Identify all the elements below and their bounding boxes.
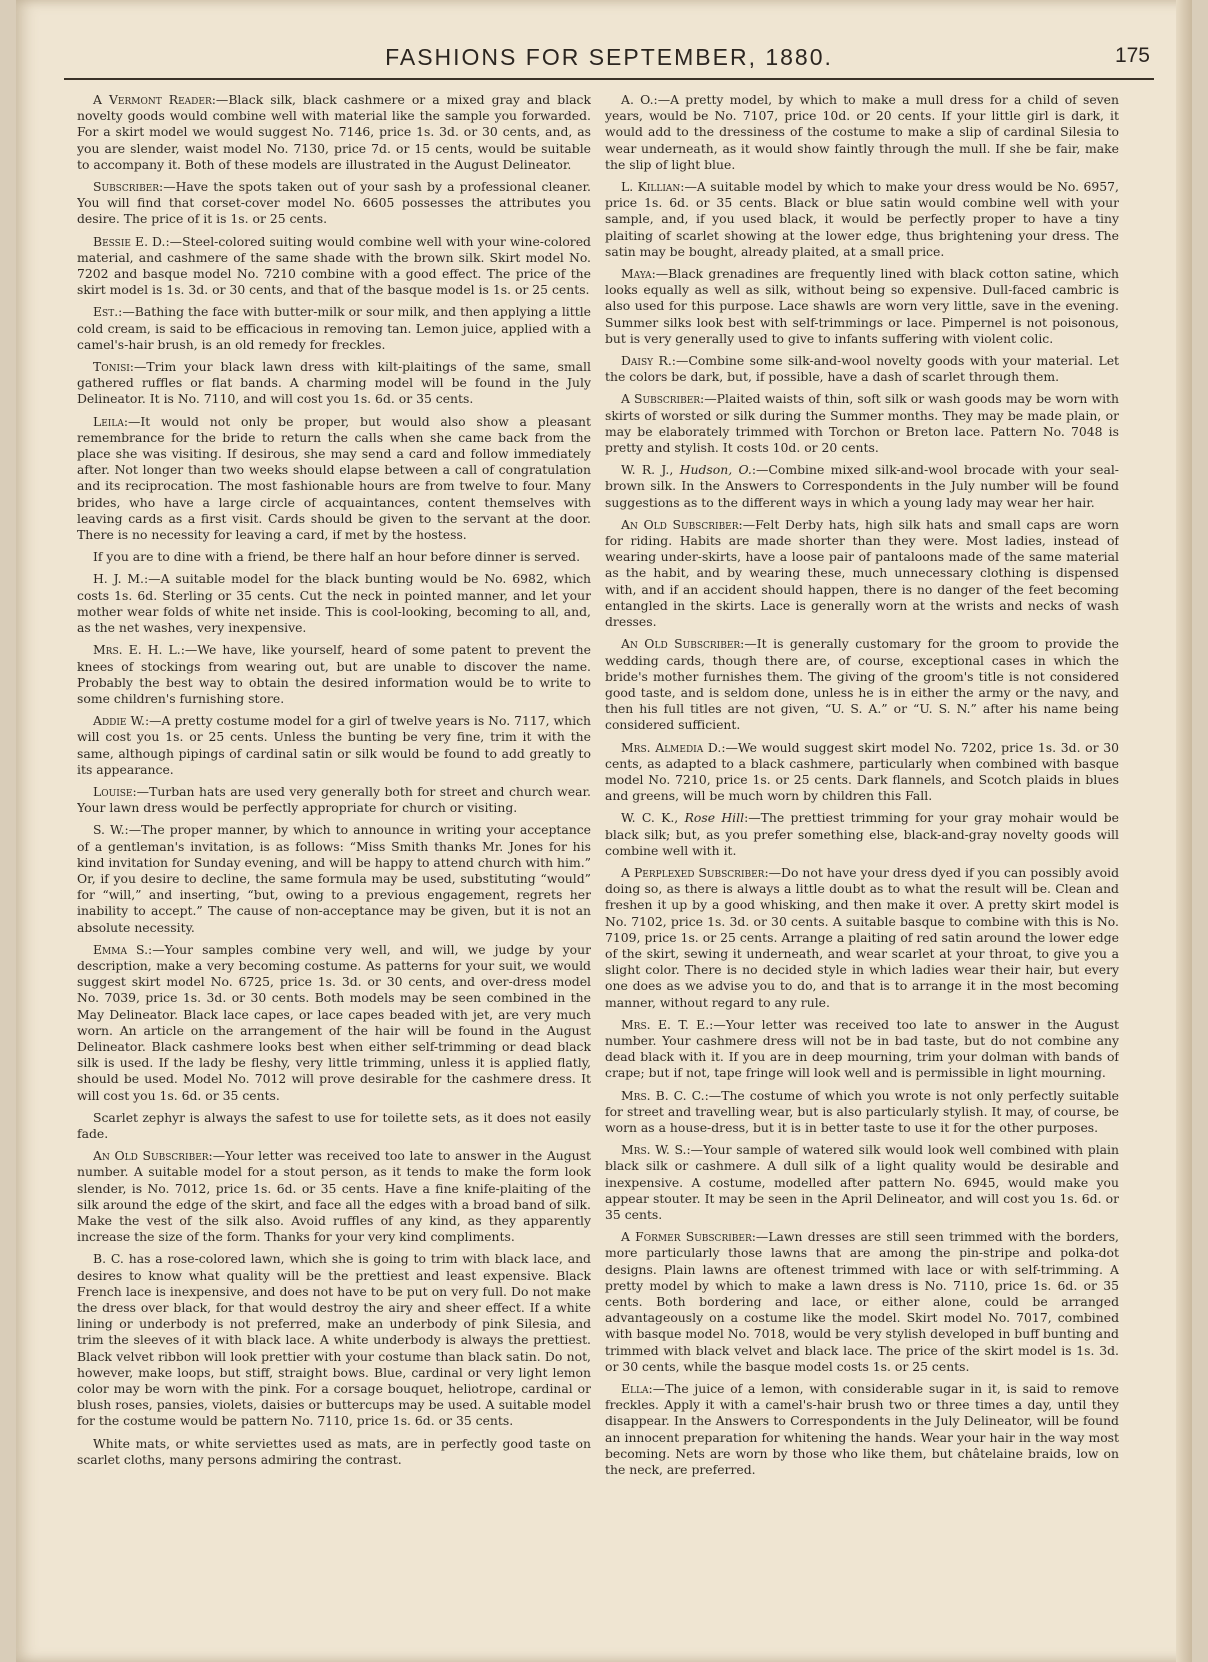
correspondence-entry xyxy=(605,391,1119,456)
answer-text: —It would not only be proper, but would also show a pleasant remembrance for the bride to return the calls when she came back from the place she was visiting. If desirous, she may send a card and follow immediately after. Not longer than two weeks should elapse between a call of congratulation and its reciprocation. The most fashionable hours are from twelve to four. Many brides, who have a large circle of acquaintances, content themselves with leaving cards as a first visit. Cards should be given to the servant at the door. There is no necessity for leaving a card, if met by the hostess. xyxy=(77,413,591,543)
correspondent-name: Leila: xyxy=(93,413,129,429)
correspondent-name: Mrs. E. T. E.: xyxy=(621,1016,714,1032)
correspondent-name: Daisy R.: xyxy=(621,353,676,369)
correspondent-name: Est.: xyxy=(93,304,123,320)
correspondence-entry xyxy=(605,1142,1119,1223)
correspondent-name: W. R. J., xyxy=(621,462,674,478)
correspondence-entry xyxy=(77,304,591,353)
answer-text: —Plaited waists of thin, soft silk or wash goods may be worn with skirts of worsted or silk during the Summer months. They may be made plain, or may be elaborately trimmed with Torchon or Breton lace. Pattern No. 7048 is pretty and stylish. It costs 10d. or 20 cents. xyxy=(605,391,1119,456)
correspondence-entry xyxy=(77,549,591,565)
correspondent-name: Mrs. B. C. C.: xyxy=(621,1087,709,1103)
answer-text: —We have, like yourself, heard of some patent to prevent the knees of stockings from wearing out, but are unable to discover the name. Probably the best way to obtain the desired information would be to write to some children's furnishing store. xyxy=(77,642,591,706)
answer-text: —Your letter was received too late to answer in the August number. A suitable model for a stout person, as it tends to make the form look slender, is No. 7012, price 1s. 6d. or 35 cents. Have a fine knife-plaiting of the silk around the edge of the skirt, and face all the edges with a broad band of silk. Make the vest of the silk also. Avoid ruffles of any kind, as they apparently increase the size of the form. Thanks for your very kind compliments. xyxy=(77,1148,591,1245)
correspondent-name: Emma S.: xyxy=(93,941,153,957)
correspondence-entry xyxy=(605,1229,1119,1375)
correspondent-name: An Old Subscriber: xyxy=(621,636,745,652)
correspondent-name: Mrs. W. S.: xyxy=(621,1142,691,1158)
correspondence-entry xyxy=(605,636,1119,733)
answer-text: —Felt Derby hats, high silk hats and small caps are worn for riding. Habits are made shorter than they were. Most ladies, instead of wearing under-skirts, have a loose pair of pantaloons made of the same material as the habit, and by wearing these, much unnecessary clothing is dispensed with, and if an accident should happen, there is no danger of the feet becoming entangled in the skirts. Lace is generally worn at the wrists and necks of wash dresses. xyxy=(605,516,1119,630)
answer-text: —Lawn dresses are still seen trimmed with the borders, more particularly those lawns that are among the pin-stripe and polka-dot designs. Plain lawns are oftenest trimmed with lace or with self-trimming. A pretty model by which to make a lawn dress is No. 7110, price 1s. 6d. or 35 cents. Both bordering and lace, or either alone, could be arranged advantageously on a costume like the model. Skirt model No. 7017, combined with basque model No. 7018, would be very stylish developed in buff bunting and trimmed with black velvet and black lace. The price of the skirt model is 1s. 3d. or 30 cents, while the basque model costs 1s. or 25 cents. xyxy=(605,1229,1119,1374)
correspondence-entry xyxy=(605,92,1119,173)
answer-text: B. C. has a rose-colored lawn, which she is going to trim with black lace, and desires to know what quality will be the prettiest and least expensive. Black French lace is inexpensive, and does not have to be put on very full. Do not make the dress over black, for that would destroy the airy and sheer effect. If a white lining or underbody is not preferred, make an underbody of pink Silesia, and trim the sleeves of it with black lace. A white underbody is always the prettiest. Black velvet ribbon will look prettier with your costume than black satin. Do not, however, make loops, but stiff, straight bows. Blue, cardinal or very light lemon color may be worn with the pink. For a corsage bouquet, heliotrope, cardinal or blush roses, pansies, violets, daisies or buttercups may be used. A suitable model for the costume would be pattern No. 7110, price 1s. 6d. or 35 cents. xyxy=(77,1251,591,1429)
correspondence-entry xyxy=(77,414,591,544)
correspondent-location: Rose Hill xyxy=(684,810,745,826)
correspondence-entry xyxy=(77,942,591,1104)
answer-text: —Have the spots taken out of your sash by a professional cleaner. You will find that corset-cover model No. 6605 possesses the attributes you desire. The price of it is 1s. or 25 cents. xyxy=(77,179,591,227)
answer-text: :—Combine mixed silk-and-wool brocade with your seal-brown silk. In the Answers to Correspondents in the July number will be found suggestions as to the different ways in which a young lady may wear her hair. xyxy=(605,462,1119,510)
correspondent-name: S. W.: xyxy=(93,822,129,838)
correspondence-entry xyxy=(77,92,591,173)
correspondence-entry xyxy=(605,353,1119,385)
correspondent-name: Mrs. E. H. L.: xyxy=(93,642,185,658)
page-edge xyxy=(1176,0,1192,1662)
answer-text: —Trim your black lawn dress with kilt-plaitings of the same, small gathered ruffles or flat bands. A charming model will be found in the July Delineator. It is No. 7110, and will cost you 1s. 6d. or 35 cents. xyxy=(77,359,591,407)
left-column xyxy=(77,92,591,1652)
answer-text: Scarlet zephyr is always the safest to use for toilette sets, as it does not easily fade. xyxy=(77,1109,591,1141)
answer-text: —The costume of which you wrote is not only perfectly suitable for street and travelling wear, but is also particularly stylish. It may, of course, be worn as a house-dress, but it is in better taste to use it for the other purposes. xyxy=(605,1087,1119,1135)
correspondent-name: A. O.: xyxy=(621,92,658,107)
correspondent-name: Mrs. Almedia D.: xyxy=(621,739,726,755)
correspondence-entry xyxy=(605,1381,1119,1478)
answer-text: —Black silk, black cashmere or a mixed gray and black novelty goods would combine well with material like the sample you forwarded. For a skirt model we would suggest No. 7146, price 1s. 3d. or 30 cents, and, as you are slender, waist model No. 7130, price 7d. or 15 cents, would be suitable to accompany it. Both of these models are illustrated in the August Delineator. xyxy=(77,92,591,172)
correspondence-entry xyxy=(77,179,591,228)
right-column xyxy=(605,92,1119,1652)
answer-text: —A suitable model for the black bunting would be No. 6982, which costs 1s. 6d. Sterling or 35 cents. Cut the neck in pointed manner, and let your mother wear folds of white net inside. This is cool-looking, becoming to all, and, as the net washes, very inexpensive. xyxy=(77,571,591,636)
correspondent-name: Maya: xyxy=(621,266,656,282)
correspondence-entry xyxy=(605,740,1119,805)
correspondence-entry xyxy=(77,784,591,816)
answer-text: —Bathing the face with butter-milk or sour milk, and then applying a little cold cream, is said to be efficacious in removing tan. Lemon juice, applied with a camel's-hair brush, is an old remedy for freckles. xyxy=(77,304,591,352)
answer-text: —A pretty model, by which to make a mull dress for a child of seven years, would be No. 7107, price 10d. or 20 cents. If your little girl is dark, it would add to the dressiness of the costume to make a slip of cardinal Silesia to wear underneath, as it would show faintly through the mull. If she be fair, make the slip of light blue. xyxy=(605,92,1119,172)
correspondence-entry xyxy=(77,713,591,778)
correspondent-location: Hudson, O. xyxy=(679,462,752,478)
correspondent-name: Subscriber: xyxy=(93,179,164,195)
correspondent-name: Louise: xyxy=(93,783,137,799)
correspondence-entry xyxy=(77,234,591,299)
correspondence-entry xyxy=(605,810,1119,859)
answer-text: —It is generally customary for the groom to provide the wedding cards, though there are, of course, exceptional cases in which the bride's mother furnishes them. The giving of the groom's title is not considered good taste, and is seldom done, unless he is in either the army or the navy, and then his full titles are not given, “U. S. A.” or “U. S. N.” after his name being considered sufficient. xyxy=(605,636,1119,733)
correspondence-entry xyxy=(77,1436,591,1468)
correspondent-name: Addie W.: xyxy=(93,713,150,729)
answer-text: :—The prettiest trimming for your gray mohair would be black silk; but, as you prefer something else, black-and-gray novelty goods will combine well with it. xyxy=(605,810,1119,858)
correspondent-name: A Perplexed Subscriber: xyxy=(621,864,769,880)
correspondent-name: A Vermont Reader: xyxy=(93,92,216,107)
correspondent-name: An Old Subscriber: xyxy=(621,516,743,532)
correspondence-entry xyxy=(77,642,591,707)
correspondent-name: Tonisi: xyxy=(93,359,134,375)
page-header xyxy=(64,42,1154,80)
correspondent-name: A Former Subscriber: xyxy=(621,1229,756,1245)
correspondent-name: Ella: xyxy=(621,1381,653,1397)
answer-text: —Steel-colored suiting would combine well with your wine-colored material, and cashmere of the same shade with the brown silk. Skirt model No. 7202 and basque model No. 7210 combine with a good effect. The price of the skirt model is 1s. 3d. or 30 cents, and that of the basque model is 1s. or 25 cents. xyxy=(77,233,591,298)
correspondence-entry xyxy=(77,822,591,935)
correspondence-entry xyxy=(605,1017,1119,1082)
answer-text: —Do not have your dress dyed if you can possibly avoid doing so, as there is always a little doubt as to what the result will be. Clean and freshen it up by a good whisking, and then make it over. A pretty skirt model is No. 7102, price 1s. 3d. or 30 cents. A suitable basque to combine with this is No. 7109, price 1s. or 25 cents. Arrange a plaiting of red satin around the lower edge of the skirt, sewing it underneath, and wear scarlet at your throat, to give you a slight color. There is no decided style in which ladies wear their hair, but every one does as we advise you to do, and that is to arrange it in the most becoming manner, without regard to any rule. xyxy=(605,864,1119,1010)
correspondence-entry xyxy=(605,517,1119,630)
correspondent-name: A Subscriber: xyxy=(621,391,705,407)
answer-text: White mats, or white serviettes used as mats, are in perfectly good taste on scarlet cloths, many persons admiring the contrast. xyxy=(77,1435,591,1467)
correspondence-entry xyxy=(77,1148,591,1245)
correspondence-entry xyxy=(605,1088,1119,1137)
correspondence-entry xyxy=(77,1251,591,1429)
answer-text: —Black grenadines are frequently lined with black cotton satine, which looks equally as well as silk, without being so expensive. Dull-faced cambric is also used for this purpose. Lace shawls are worn very little, save in the evening. Summer silks look best with self-trimmings or lace. Pimpernel is not poisonous, but is very generally used to give to infants suffering with violent colic. xyxy=(605,266,1119,346)
correspondence-entry xyxy=(77,571,591,636)
correspondence-entry xyxy=(605,865,1119,1011)
running-title: FASHIONS FOR SEPTEMBER, 1880. xyxy=(385,44,833,70)
correspondence-entry xyxy=(77,359,591,408)
answer-text: —The juice of a lemon, with considerable sugar in it, is said to remove freckles. Apply it with a camel's-hair brush two or three times a day, until they disappear. In the Answers to Correspondents in the July Delineator, will be found an innocent preparation for whitening the hands. Wear your hair in the way most becoming. Nets are worn by those who like them, but châtelaine braids, low on the neck, are preferred. xyxy=(605,1381,1119,1478)
correspondence-entry xyxy=(605,179,1119,260)
correspondent-name: H. J. M.: xyxy=(93,571,149,587)
answer-text: —A suitable model by which to make your dress would be No. 6957, price 1s. 6d. or 35 cents. Black or blue satin would combine well with your sample, and, if you used black, it would be perfectly proper to have a tiny plaiting of scarlet showing at the lower edge, thus brightening your dress. The satin may be bought, already plaited, at a small price. xyxy=(605,179,1119,259)
answer-text: —Your samples combine very well, and will, we judge by your description, make a very becoming costume. As patterns for your suit, we would suggest skirt model No. 6725, price 1s. 3d. or 30 cents, and over-dress model No. 7039, price 1s. 3d. or 30 cents. Both models may be seen combined in the May Delineator. Black lace capes, or lace capes beaded with jet, are very much worn. An article on the arrangement of the hair will be found in the August Delineator. Black cashmere looks best when either self-trimming or dead black silk is used. If the lady be fleshy, very little trimming, unless it is applied flatly, should be used. Model No. 7012 will prove desirable for the cashmere dress. It will cost you 1s. 6d. or 35 cents. xyxy=(77,941,591,1103)
correspondence-entry xyxy=(77,1110,591,1142)
answer-text: —A pretty costume model for a girl of twelve years is No. 7117, which will cost you 1s. or 25 cents. Unless the bunting be very fine, trim it with the same, although pipings of cardinal satin or silk would be found to add greatly to its appearance. xyxy=(77,713,591,777)
answer-text: If you are to dine with a friend, be there half an hour before dinner is served. xyxy=(93,549,581,565)
correspondent-name: Bessie E. D.: xyxy=(93,233,170,249)
correspondence-entry xyxy=(605,462,1119,511)
magazine-page xyxy=(16,0,1192,1662)
answer-text: —Your sample of watered silk would look well combined with plain black silk or cashmere. A dull silk of a light quality would be desirable and inexpensive. A costume, modelled after pattern No. 6945, would make you appear stouter. It may be seen in the April Delineator, and will cost you 1s. 6d. or 35 cents. xyxy=(605,1142,1119,1222)
answer-text: —Your letter was received too late to answer in the August number. Your cashmere dress will not be in bad taste, but do not combine any dead black with it. If you are in deep mourning, trim your dolman with bands of crape; but if not, tape fringe will look well and is permissible in light mourning. xyxy=(605,1016,1119,1081)
answer-text: —The proper manner, by which to announce in writing your acceptance of a gentleman's invitation, is as follows: “Miss Smith thanks Mr. Jones for his kind invitation for Sunday evening, and will be happy to attend church with him.” Or, if you desire to decline, the same formula may be used, substituting “would” for “will,” and inserting, “but, owing to a previous engagement, regrets her inability to accept.” The cause of non-acceptance may be given, but it is not an absolute necessity. xyxy=(77,822,591,935)
correspondent-name: W. C. K., xyxy=(621,810,679,826)
answer-text: —Turban hats are used very generally both for street and church wear. Your lawn dress would be perfectly appropriate for church or visiting. xyxy=(77,783,591,816)
answer-text: —We would suggest skirt model No. 7202, price 1s. 3d. or 30 cents, as adapted to a black cashmere, particularly when combined with basque model No. 7210, price 1s. or 25 cents. Dark flannels, and Scotch plaids in blues and greens, will be much worn by children this Fall. xyxy=(605,739,1119,804)
page-number: 175 xyxy=(1114,44,1150,67)
correspondent-name: L. Killian: xyxy=(621,179,685,195)
correspondence-entry xyxy=(605,266,1119,347)
answer-text: —Combine some silk-and-wool novelty goods with your material. Let the colors be dark, but, if possible, have a dash of scarlet through them. xyxy=(605,353,1119,385)
correspondent-name: An Old Subscriber: xyxy=(93,1148,213,1164)
